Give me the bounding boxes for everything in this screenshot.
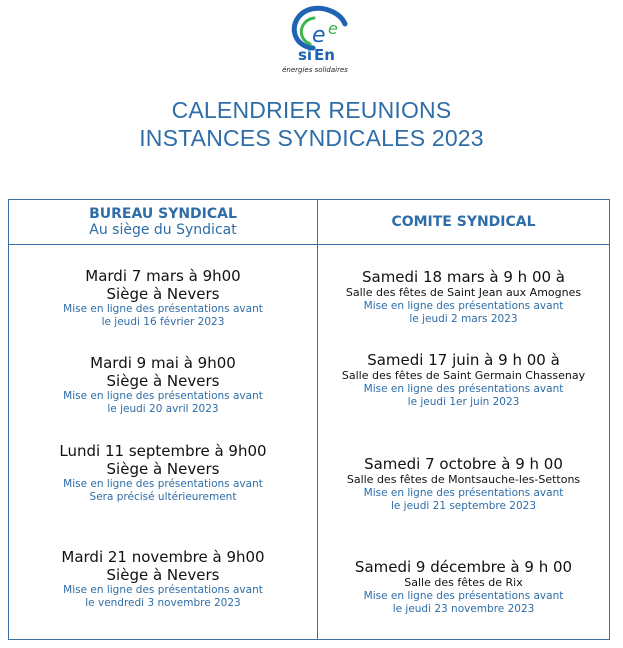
bureau-header-title: BUREAU SYNDICAL <box>89 206 237 222</box>
bureau-meeting-1 <box>9 267 317 329</box>
comite-header <box>318 200 609 244</box>
meeting-note: Mise en ligne des présentations avant <box>363 300 564 312</box>
meeting-note: Mise en ligne des présentations avant <box>363 590 564 602</box>
header-divider <box>9 244 609 245</box>
bureau-header-subtitle: Au siège du Syndicat <box>89 222 237 238</box>
meeting-date: Mardi 9 mai à 9h00 <box>90 354 236 372</box>
meeting-venue: Salle des fêtes de Saint Jean aux Amognes <box>345 286 582 299</box>
svg-text:En: En <box>314 46 335 64</box>
meeting-note: Mise en ligne des présentations avant <box>63 303 263 315</box>
meeting-date: Mardi 7 mars à 9h00 <box>85 267 241 285</box>
meeting-note: Mise en ligne des présentations avant <box>63 478 263 490</box>
bureau-header <box>9 200 317 244</box>
siegen-logo <box>250 4 380 76</box>
logo-tagline: énergies solidaires <box>282 66 348 74</box>
logo-mark <box>250 4 380 66</box>
meeting-place: Siège à Nevers <box>106 460 220 478</box>
meeting-date: Samedi 17 juin à 9 h 00 à <box>367 351 560 369</box>
svg-text:si: si <box>298 46 313 64</box>
meeting-deadline: le jeudi 21 septembre 2023 <box>390 500 537 512</box>
meeting-note: Mise en ligne des présentations avant <box>63 390 263 402</box>
meeting-deadline: le jeudi 16 février 2023 <box>101 316 225 328</box>
meeting-date: Mardi 21 novembre à 9h00 <box>61 548 265 566</box>
bureau-meeting-2 <box>9 354 317 416</box>
svg-text:e: e <box>328 19 338 38</box>
meeting-date: Samedi 9 décembre à 9 h 00 <box>354 558 573 576</box>
meeting-deadline: le jeudi 20 avril 2023 <box>107 403 219 415</box>
meeting-note: Mise en ligne des présentations avant <box>363 383 564 395</box>
comite-meeting-3 <box>318 455 609 513</box>
svg-text:e: e <box>312 23 326 48</box>
bureau-meeting-4 <box>9 548 317 610</box>
meeting-deadline: le jeudi 2 mars 2023 <box>409 313 518 325</box>
comite-header-title: COMITE SYNDICAL <box>391 214 536 230</box>
meeting-venue: Salle des fêtes de Rix <box>404 576 523 589</box>
meeting-venue: Salle des fêtes de Saint Germain Chassenay <box>341 369 586 382</box>
meeting-deadline: le jeudi 23 novembre 2023 <box>392 603 535 615</box>
meeting-date: Samedi 18 mars à 9 h 00 à <box>361 268 565 286</box>
comite-meeting-2 <box>318 351 609 409</box>
meeting-note: Mise en ligne des présentations avant <box>363 487 564 499</box>
meeting-deadline: le vendredi 3 novembre 2023 <box>85 597 241 609</box>
comite-meeting-1 <box>318 268 609 326</box>
meeting-place: Siège à Nevers <box>106 372 220 390</box>
page-title-line-1: CALENDRIER REUNIONS <box>171 97 452 123</box>
meeting-date: Lundi 11 septembre à 9h00 <box>59 442 267 460</box>
comite-meeting-4 <box>318 558 609 616</box>
meeting-date: Samedi 7 octobre à 9 h 00 <box>364 455 563 473</box>
meeting-note: Mise en ligne des présentations avant <box>63 584 263 596</box>
page-title-line-2: INSTANCES SYNDICALES 2023 <box>139 125 484 151</box>
meeting-venue: Salle des fêtes de Montsauche-les-Settons <box>346 473 581 486</box>
meeting-place: Siège à Nevers <box>106 566 220 584</box>
calendar-table <box>8 199 610 640</box>
meeting-place: Siège à Nevers <box>106 285 220 303</box>
meeting-deadline: le jeudi 1er juin 2023 <box>407 396 520 408</box>
meeting-deadline: Sera précisé ultérieurement <box>89 491 237 503</box>
bureau-meeting-3 <box>9 442 317 504</box>
